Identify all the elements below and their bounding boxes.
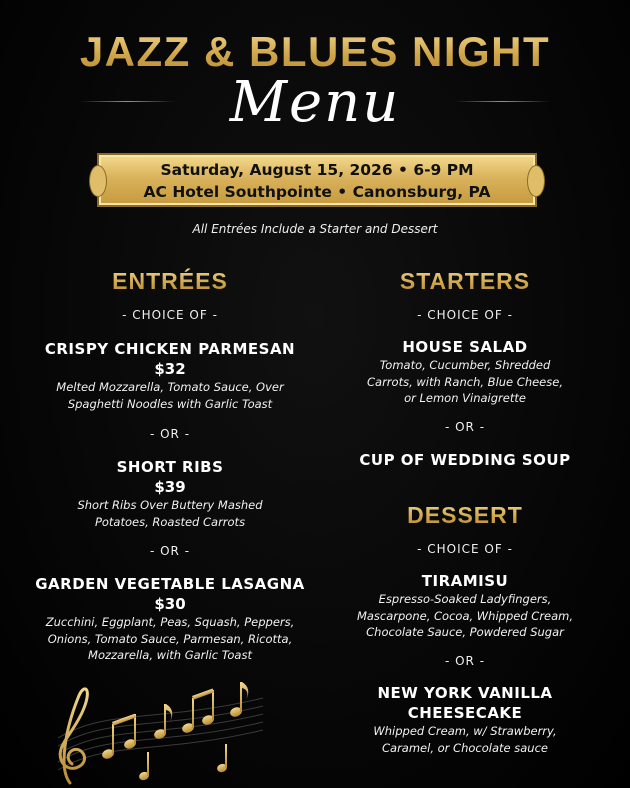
dessert-choice-label: - CHOICE OF - xyxy=(417,542,513,556)
item-name: CUP OF WEDDING SOUP xyxy=(359,451,571,469)
starter-item xyxy=(320,337,610,407)
entrees-heading: ENTRÉES xyxy=(25,268,315,295)
item-name: GARDEN VEGETABLE LASAGNA xyxy=(35,575,305,593)
item-name: NEW YORK VANILLA xyxy=(377,684,553,702)
item-description: or Lemon Vinaigrette xyxy=(404,391,526,405)
item-description: Short Ribs Over Buttery Mashed xyxy=(77,498,263,512)
entree-item xyxy=(25,457,315,530)
or-divider: - OR - xyxy=(149,544,191,558)
dessert-heading: DESSERT xyxy=(320,502,610,529)
dessert-item xyxy=(320,571,610,641)
entree-item xyxy=(25,574,315,664)
menu-script-heading: Menu xyxy=(229,70,401,135)
item-description: Tomato, Cucumber, Shredded xyxy=(379,358,551,372)
item-name: HOUSE SALAD xyxy=(402,338,528,356)
entrees-choice-label: - CHOICE OF - xyxy=(122,308,218,322)
item-description: Espresso-Soaked Ladyfingers, xyxy=(378,592,552,606)
item-price: $39 xyxy=(154,478,186,496)
event-title: JAZZ & BLUES NIGHT xyxy=(0,28,630,76)
item-description: Carrots, with Ranch, Blue Cheese, xyxy=(367,374,563,389)
or-divider: - OR - xyxy=(444,420,486,434)
item-description: Chocolate Sauce, Powdered Sugar xyxy=(366,625,564,639)
item-name: TIRAMISU xyxy=(421,572,509,590)
item-price: $30 xyxy=(154,595,186,613)
item-description: Melted Mozzarella, Tomato Sauce, Over xyxy=(56,380,284,394)
included-note: All Entrées Include a Starter and Dessert xyxy=(192,222,438,236)
item-name: CRISPY CHICKEN PARMESAN xyxy=(44,340,296,358)
item-description: Mozzarella, with Garlic Toast xyxy=(88,648,252,662)
entree-item xyxy=(25,339,315,412)
event-banner xyxy=(97,153,537,207)
item-description: Potatoes, Roasted Carrots xyxy=(94,514,246,529)
banner-venue: AC Hotel Southpointe • Canonsburg, PA xyxy=(143,183,491,201)
item-description: Spaghetti Noodles with Garlic Toast xyxy=(67,396,273,411)
item-description: Caramel, or Chocolate sauce xyxy=(382,740,548,755)
item-name: SHORT RIBS xyxy=(116,458,224,476)
or-divider: - OR - xyxy=(149,427,191,441)
dessert-item xyxy=(320,683,610,756)
starters-heading: STARTERS xyxy=(320,268,610,295)
item-description: Onions, Tomato Sauce, Parmesan, Ricotta, xyxy=(47,631,293,646)
banner-date-time: Saturday, August 15, 2026 • 6-9 PM xyxy=(160,161,474,179)
or-divider: - OR - xyxy=(444,654,486,668)
item-price: $32 xyxy=(154,360,186,378)
music-notes-icon xyxy=(48,668,268,788)
item-description: Whipped Cream, w/ Strawberry, xyxy=(373,724,557,738)
item-description: Mascarpone, Cocoa, Whipped Cream, xyxy=(356,608,574,623)
item-description: Zucchini, Eggplant, Peas, Squash, Peppers, xyxy=(45,615,295,629)
starters-choice-label: - CHOICE OF - xyxy=(417,308,513,322)
item-name: CHEESECAKE xyxy=(407,704,523,722)
